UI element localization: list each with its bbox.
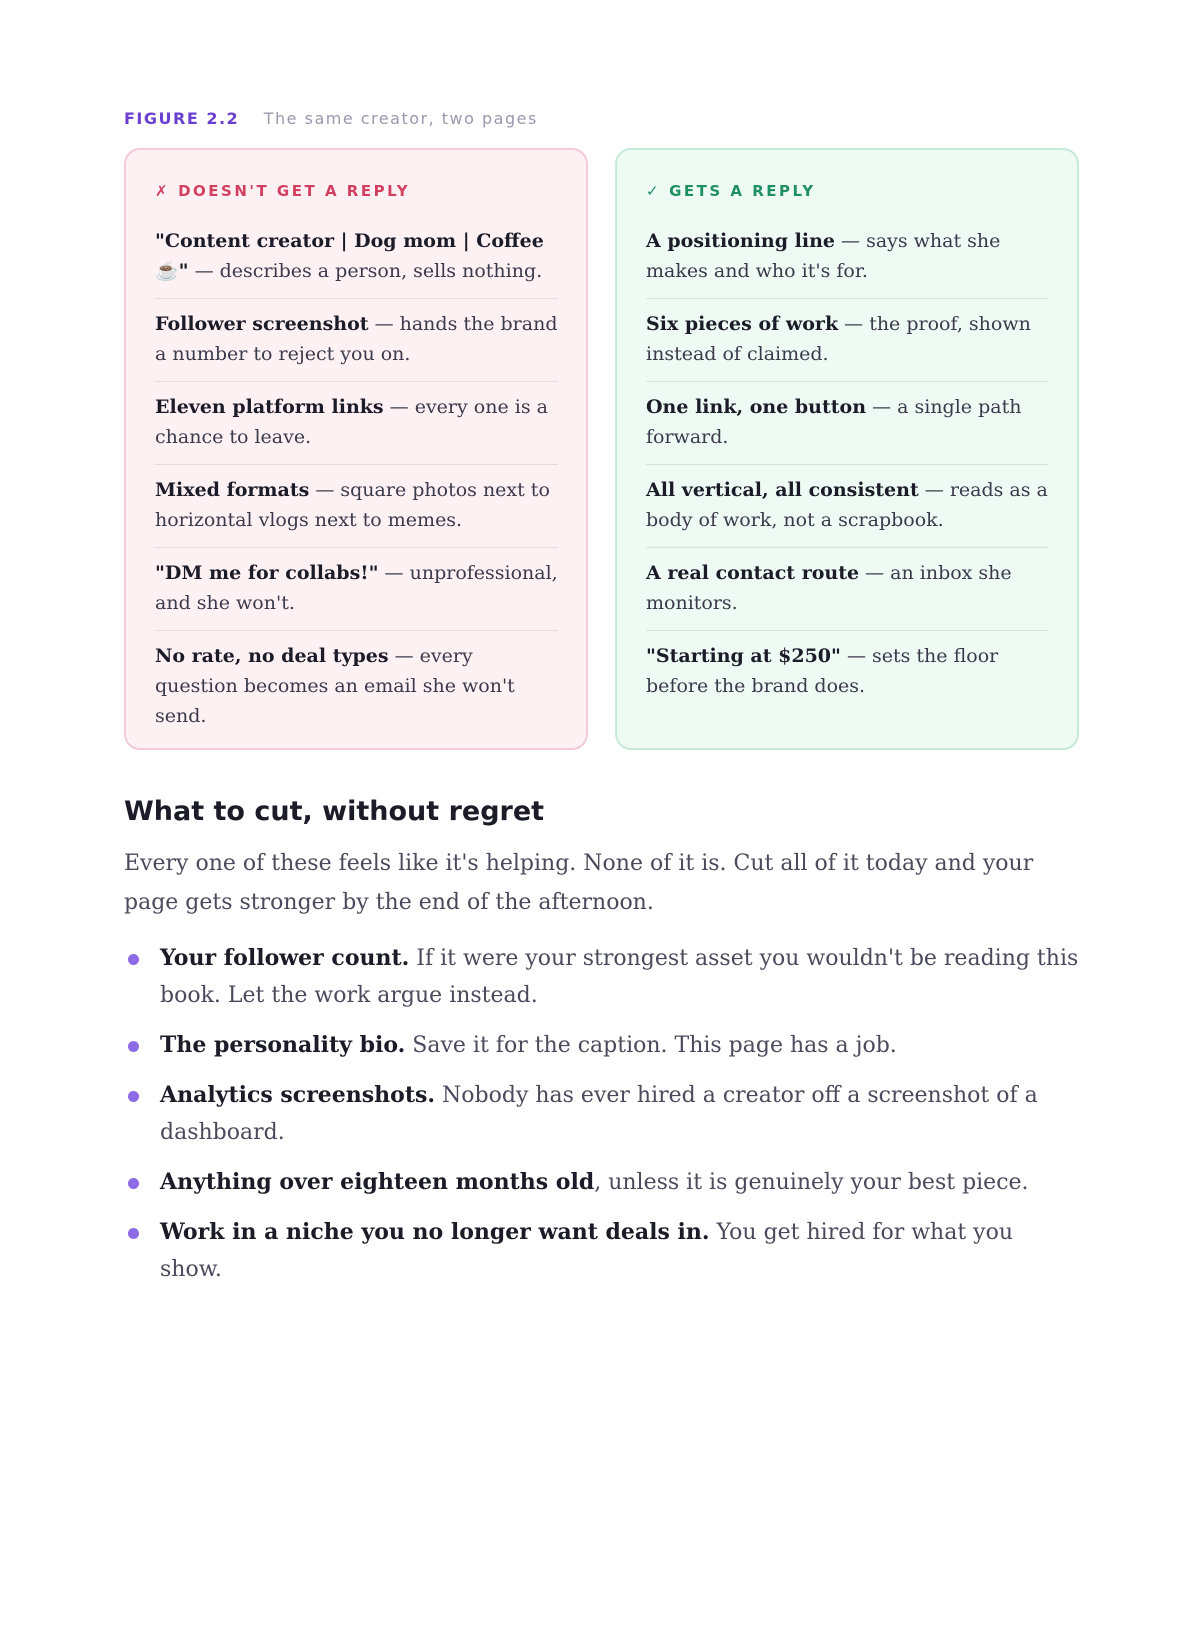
cut-list xyxy=(124,940,1080,1288)
item-key: Analytics screenshots. xyxy=(160,1082,436,1108)
bad-example-card xyxy=(124,148,588,750)
item-key: Work in a niche you no longer want deals in. xyxy=(160,1219,710,1245)
section-intro: Every one of these feels like it's helping. None of it is. Cut all of it today and your page gets stronger by the end of the afternoon. xyxy=(124,851,1034,915)
item-desc: — sets the floor before the brand does. xyxy=(646,645,999,697)
item-desc: If it were your strongest asset you wouldn't be reading this book. Let the work argue instead. xyxy=(160,946,1079,1008)
bad-card-heading xyxy=(155,180,558,202)
bad-list-item xyxy=(155,216,558,299)
list-item xyxy=(124,1077,1080,1151)
page xyxy=(124,104,1080,1301)
item-key: Six pieces of work xyxy=(646,313,839,335)
figure-caption xyxy=(124,104,1080,134)
item-key: The personality bio. xyxy=(160,1032,406,1058)
item-key: Your follower count. xyxy=(160,945,410,971)
list-item xyxy=(124,1214,1080,1288)
bad-list-item xyxy=(155,548,558,631)
bad-list-item xyxy=(155,382,558,465)
section-heading: What to cut, without regret xyxy=(124,796,545,827)
bullet-dot-icon xyxy=(128,1041,139,1052)
item-desc: — every question becomes an email she won't send. xyxy=(155,645,515,727)
figure-title: The same creator, two pages xyxy=(263,109,538,128)
bad-card-heading-text: DOESN'T GET A REPLY xyxy=(178,182,411,200)
item-key: Eleven platform links xyxy=(155,396,384,418)
bullet-dot-icon xyxy=(128,1178,139,1189)
bullet-dot-icon xyxy=(128,1091,139,1102)
bad-list-item xyxy=(155,631,558,743)
item-key: No rate, no deal types xyxy=(155,645,389,667)
item-key: One link, one button xyxy=(646,396,867,418)
item-key: "Content creator | Dog mom | Coffee ☕" xyxy=(155,230,544,282)
item-desc: — hands the brand a number to reject you on. xyxy=(155,313,558,365)
item-desc: You get hired for what you show. xyxy=(160,1220,1014,1282)
good-card-heading xyxy=(646,180,1049,202)
good-list-item xyxy=(646,382,1049,465)
item-key: A positioning line xyxy=(646,230,835,252)
list-item xyxy=(124,1027,1080,1064)
item-desc: — the proof, shown instead of claimed. xyxy=(646,313,1031,365)
item-key: Follower screenshot xyxy=(155,313,369,335)
good-list-item xyxy=(646,465,1049,548)
bad-list-item xyxy=(155,465,558,548)
good-example-card xyxy=(615,148,1079,750)
check-icon: ✓ xyxy=(646,182,662,200)
item-desc: — unprofessional, and she won't. xyxy=(155,562,558,614)
item-desc: — every one is a chance to leave. xyxy=(155,396,548,448)
item-desc: Save it for the caption. This page has a job. xyxy=(405,1033,897,1058)
comparison-figure xyxy=(124,148,1080,750)
item-desc: Nobody has ever hired a creator off a screenshot of a dashboard. xyxy=(160,1083,1038,1145)
item-key: "DM me for collabs!" xyxy=(155,562,379,584)
item-desc: — describes a person, sells nothing. xyxy=(188,260,543,282)
item-key: Mixed formats xyxy=(155,479,310,501)
bullet-dot-icon xyxy=(128,1228,139,1239)
item-desc: — a single path forward. xyxy=(646,396,1022,448)
bullet-dot-icon xyxy=(128,954,139,965)
good-list-item xyxy=(646,548,1049,631)
item-desc: — reads as a body of work, not a scrapbook. xyxy=(646,479,1048,531)
item-key: Anything over eighteen months old xyxy=(160,1169,595,1195)
figure-number: FIGURE 2.2 xyxy=(124,109,240,128)
good-list-item xyxy=(646,299,1049,382)
good-list-item xyxy=(646,216,1049,299)
good-list-item xyxy=(646,631,1049,713)
item-key: All vertical, all consistent xyxy=(646,479,919,501)
item-desc: — square photos next to horizontal vlogs next to memes. xyxy=(155,479,550,531)
item-desc: — an inbox she monitors. xyxy=(646,562,1012,614)
item-key: A real contact route xyxy=(646,562,860,584)
cross-icon: ✗ xyxy=(155,182,171,200)
item-key: "Starting at $250" xyxy=(646,645,841,667)
bad-list-item xyxy=(155,299,558,382)
list-item xyxy=(124,940,1080,1014)
item-desc: , unless it is genuinely your best piece. xyxy=(594,1170,1029,1195)
list-item xyxy=(124,1164,1080,1201)
item-desc: — says what she makes and who it's for. xyxy=(646,230,1001,282)
good-card-heading-text: GETS A REPLY xyxy=(669,182,816,200)
